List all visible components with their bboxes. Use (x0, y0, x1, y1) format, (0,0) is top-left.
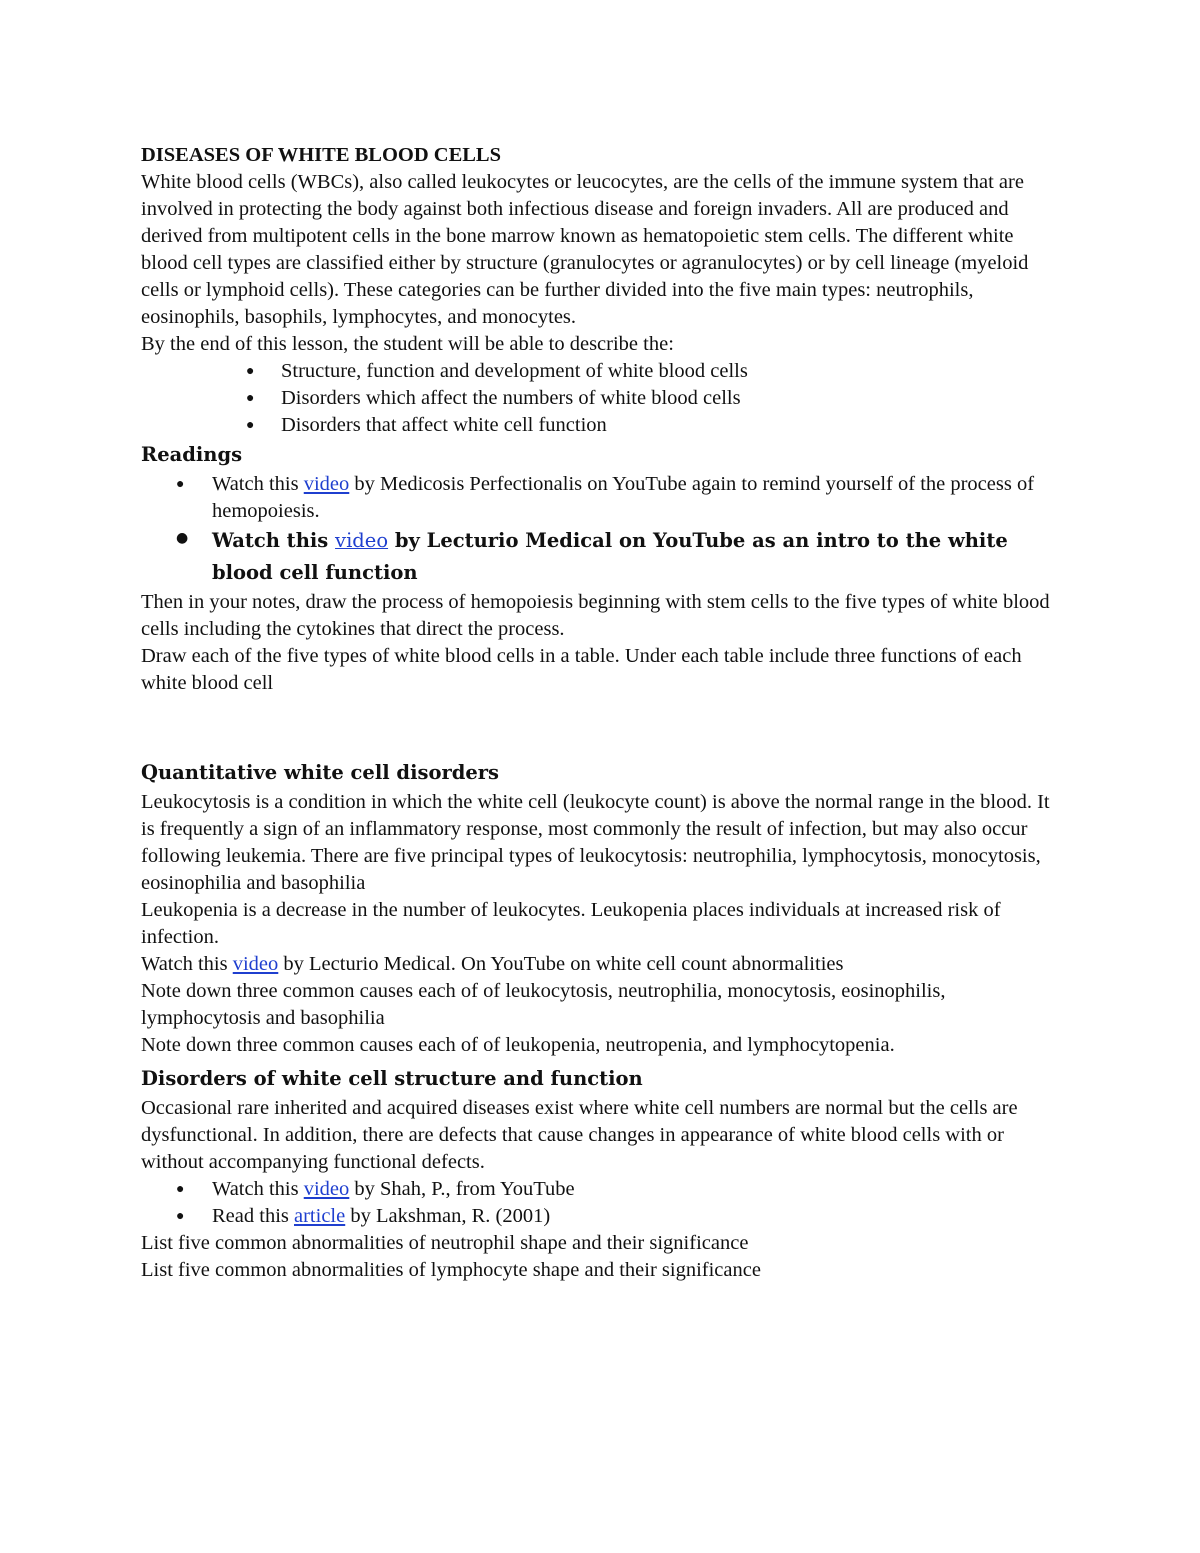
objective-item: ● Structure, function and development of white blood cells (281, 358, 1061, 385)
structure-item-text: Watch this (212, 1178, 304, 1200)
reading-text: Watch this (212, 473, 304, 495)
reading-text-bold: Lecturio Medical on YouTube (426, 529, 746, 552)
structure-item (212, 1203, 1061, 1230)
objectives-list (141, 358, 1061, 439)
quantitative-paragraph: Leukocytosis is a condition in which the white cell (leukocyte count) is above the normal range in the blood. It is frequently a sign of an inflammatory response, most commonly the result of infection, but may also occur following leukemia. There are five principal types of leukocytosis: neutrophilia, lymphocytosis, monocytosis, eosinophilia and basophilia (141, 791, 1050, 894)
quantitative-paragraph: Note down three common causes each of of leukopenia, neutropenia, and lymphocytopenia. (141, 1034, 895, 1056)
readings-paragraph: Then in your notes, draw the process of hemopoiesis beginning with stem cells to the five types of white blood cells including the cytokines that direct the process. (141, 591, 1050, 640)
intro-paragraph: White blood cells (WBCs), also called leukocytes or leucocytes, are the cells of the immune system that are involved in protecting the body against both infectious disease and foreign invaders. All are produced and derived from multipotent cells in the bone marrow known as hematopoietic stem cells. The different white blood cell types are classified either by structure (granulocytes or agranulocytes) or by cell lineage (myeloid cells or lymphoid cells). These categories can be further divided into the five main types: neutrophils, eosinophils, basophils, lymphocytes, and monocytes. (141, 171, 1029, 328)
reading-item (212, 471, 1061, 525)
structure-heading: Disorders of white cell structure and function (141, 1067, 643, 1090)
structure-paragraph: Occasional rare inherited and acquired diseases exist where white cell numbers are normal but the cells are dysfunctional. In addition, there are defects that cause changes in appearance of white blood cells with or without accompanying functional defects. (141, 1097, 1018, 1173)
reading-video-link[interactable]: video (303, 473, 350, 495)
structure-list (141, 1176, 1061, 1230)
spacer (141, 697, 1061, 757)
quantitative-video-link[interactable]: video (232, 953, 279, 975)
reading-item (212, 525, 1061, 589)
readings-list (141, 471, 1061, 589)
reading-video-link[interactable]: video (335, 529, 389, 552)
watch-text: Watch this (141, 953, 233, 975)
watch-text: by Lecturio Medical. On YouTube on white cell count abnormalities (278, 953, 844, 975)
reading-text: by Medicosis Perfectionalis on YouTube again to remind yourself of the process of hemopoiesis. (212, 473, 1035, 522)
structure-paragraph: List five common abnormalities of lymphocyte shape and their significance (141, 1259, 761, 1281)
quantitative-paragraph: Leukopenia is a decrease in the number of leukocytes. Leukopenia places individuals at increased risk of infection. (141, 899, 1001, 948)
reading-text: by (388, 529, 427, 552)
quantitative-watch (141, 951, 1061, 978)
quantitative-paragraph: Note down three common causes each of of leukocytosis, neutrophilia, monocytosis, eosinophilis, lymphocytosis and basophilia (141, 980, 946, 1029)
readings-paragraph: Draw each of the five types of white blood cells in a table. Under each table include three functions of each white blood cell (141, 645, 1022, 694)
document-content (141, 142, 1061, 1284)
structure-article-link[interactable]: article (294, 1205, 346, 1227)
readings-heading: Readings (141, 443, 243, 466)
structure-item-text: Read this (212, 1205, 294, 1227)
structure-paragraph: List five common abnormalities of neutrophil shape and their significance (141, 1232, 749, 1254)
structure-item-text: by Lakshman, R. (2001) (345, 1205, 551, 1227)
objectives-lead: By the end of this lesson, the student will be able to describe the: (141, 333, 674, 355)
structure-item-text: by Shah, P., from YouTube (349, 1178, 575, 1200)
reading-text: Watch this (212, 529, 336, 552)
document-title: DISEASES OF WHITE BLOOD CELLS (141, 144, 502, 166)
quantitative-heading: Quantitative white cell disorders (141, 761, 500, 784)
objective-item: ● Disorders which affect the numbers of white blood cells (281, 385, 1061, 412)
objective-item: ● Disorders that affect white cell function (281, 412, 1061, 439)
structure-video-link[interactable]: video (303, 1178, 350, 1200)
structure-item (212, 1176, 1061, 1203)
reading-text: as an intro to the white blood cell function (212, 529, 1008, 584)
